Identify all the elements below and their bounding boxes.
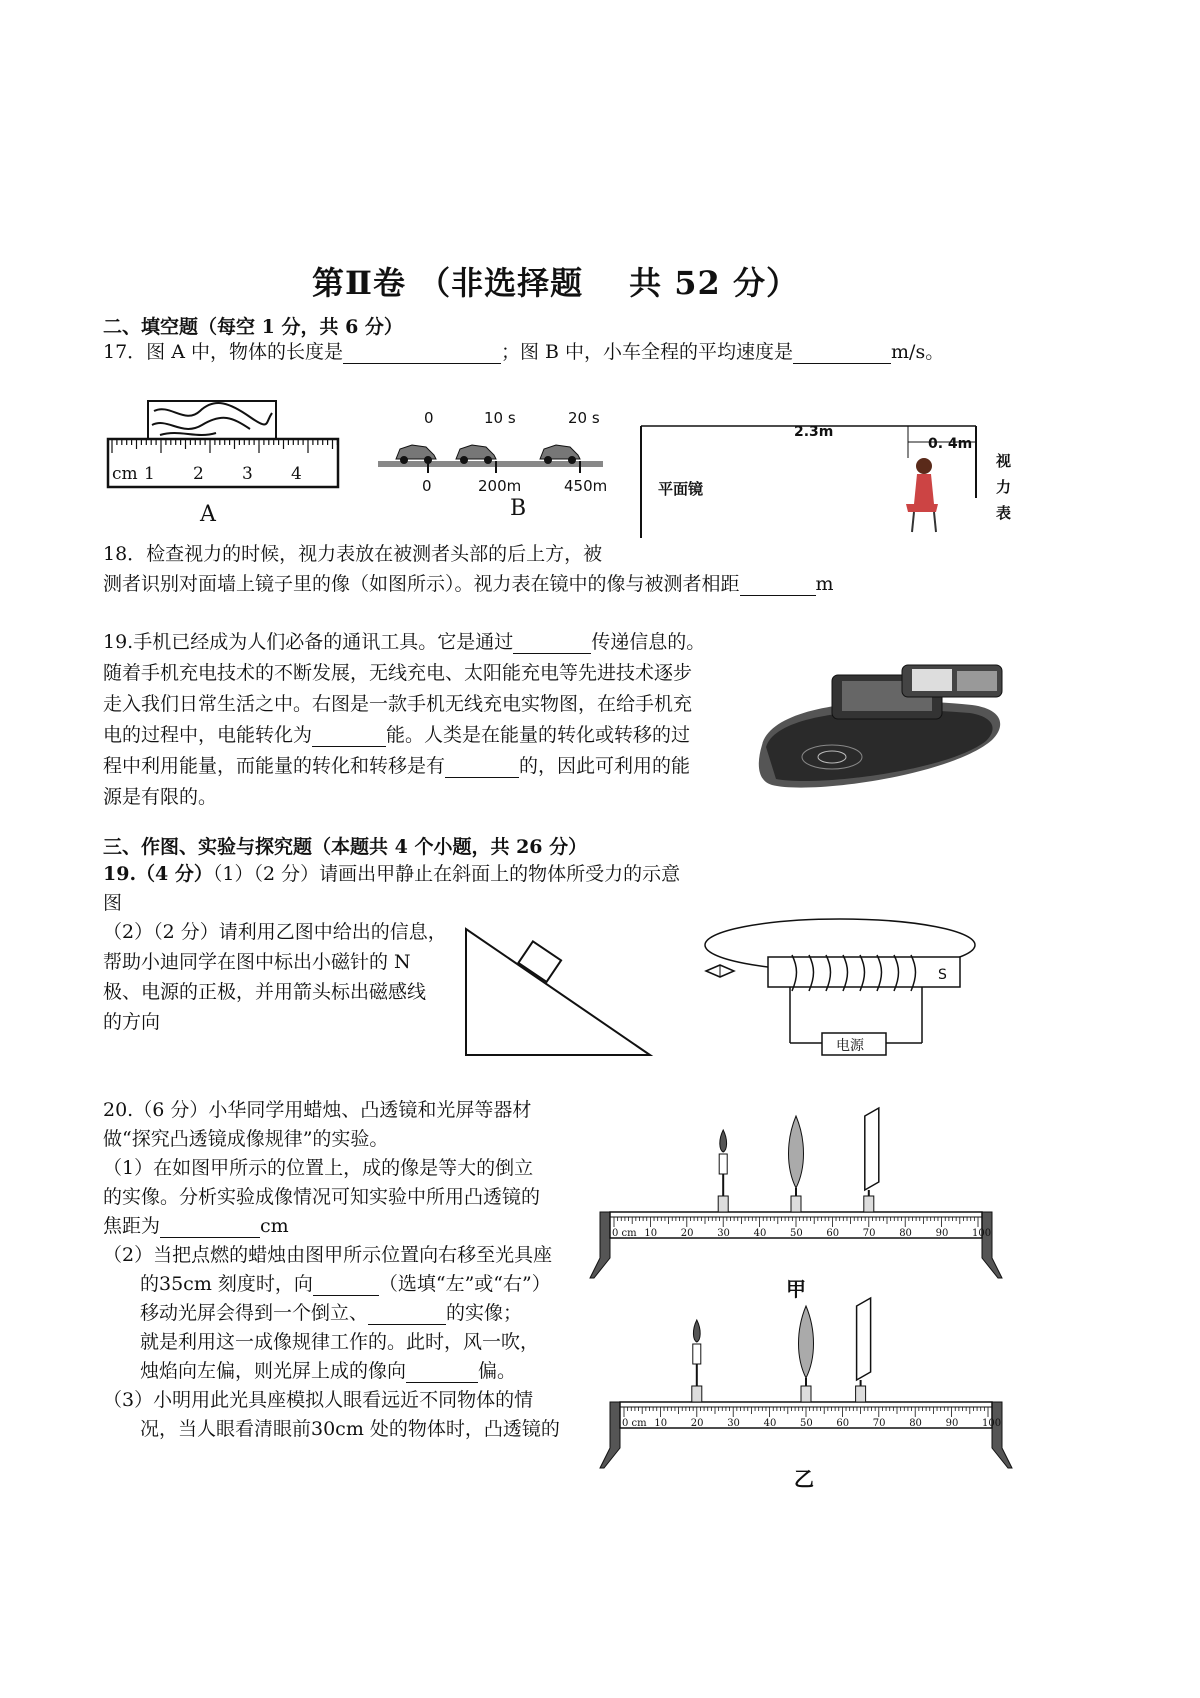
seated-girl-icon <box>906 458 938 532</box>
q19a-blank-1[interactable] <box>513 633 591 654</box>
bench-scale-label: 10 <box>644 1228 658 1239</box>
ruler-label-cm: cm <box>112 464 138 484</box>
ruler-label-1: 1 <box>144 464 155 484</box>
solenoid-figure <box>700 915 985 1065</box>
convex-lens-icon <box>789 1116 804 1188</box>
optical-bench-yi <box>600 1310 1010 1490</box>
q19a-blank-2[interactable] <box>312 726 386 747</box>
bench-holder <box>718 1196 728 1212</box>
bench-holder <box>791 1196 801 1212</box>
figure-b-cars <box>372 405 622 520</box>
block-on-incline <box>518 941 561 982</box>
question-19a-line6: 源是有限的。 <box>103 786 218 808</box>
bench-jia-label: 甲 <box>786 1277 806 1301</box>
question-20-line10: 烛焰向左偏，则光屏上成的像向 偏。 <box>140 1360 517 1382</box>
distance-2-3m: 2.3m <box>794 424 834 440</box>
bench-scale-label: 70 <box>872 1418 886 1429</box>
figure-a-label: A <box>200 502 216 527</box>
flame-icon <box>720 1130 727 1152</box>
power-source-label: 电源 <box>836 1038 864 1054</box>
q17-blank-speed[interactable] <box>793 343 891 364</box>
bench-scale-label: 70 <box>862 1228 876 1239</box>
distance-0-4m: 0. 4m <box>928 436 973 452</box>
question-19a-line2: 随着手机充电技术的不断发展，无线充电、太阳能充电等先进技术逐步 <box>103 662 693 684</box>
question-20-line7: 的35cm 刻度时，向 （选填“左”或“右”） <box>140 1273 551 1295</box>
time-20s: 20 s <box>568 409 600 427</box>
question-19b-line1: 19.（4 分）（1）（2 分）请画出甲静止在斜面上的物体所受力的示意 <box>103 863 681 885</box>
bench-leg <box>590 1212 610 1278</box>
bench-scale-label: 30 <box>727 1418 740 1429</box>
bench-holder <box>856 1386 866 1402</box>
bench-scale-label: 10 <box>654 1418 668 1429</box>
bench-scale-label: 60 <box>826 1228 840 1239</box>
question-20-line12: 况，当人眼看清眼前30cm 处的物体时，凸透镜的 <box>140 1418 560 1440</box>
bench-holder <box>864 1196 874 1212</box>
convex-lens-icon <box>799 1306 814 1378</box>
mirror-label: 平面镜 <box>658 480 704 498</box>
question-19b-line2: 图 <box>103 892 123 914</box>
distance-0: 0 <box>422 477 432 495</box>
figure-a-ruler <box>100 395 350 525</box>
question-19a-line4: 电的过程中，电能转化为 能。人类是在能量的转化或转移的过 <box>103 724 691 746</box>
q20-blank-direction[interactable] <box>313 1275 379 1296</box>
question-18-line2: 测者识别对面墙上镜子里的像（如图所示）。视力表在镜中的像与被测者相距 m <box>103 573 834 595</box>
bench-scale-label: 60 <box>836 1418 850 1429</box>
bench-scale-label: 80 <box>909 1418 922 1429</box>
eyechart-label-3: 表 <box>996 504 1012 522</box>
question-19b-line5: 极、电源的正极，并用箭头标出磁感线 <box>103 981 427 1003</box>
q18-blank[interactable] <box>740 575 816 596</box>
bench-scale-label: 100 <box>982 1418 1002 1429</box>
inclined-plane-figure <box>460 915 660 1065</box>
question-20-line3: （1）在如图甲所示的位置上，成的像是等大的倒立 <box>103 1157 534 1179</box>
question-18-line1: 18．检查视力的时候，视力表放在被测者头部的后上方，被 <box>103 543 603 565</box>
question-19b-line3: （2）（2 分）请利用乙图中给出的信息， <box>103 921 447 943</box>
section-heading-fill-in: 二、填空题（每空 1 分，共 6 分） <box>103 316 403 338</box>
page-title: 第Ⅱ卷 （非选择题 共 52 分） <box>312 264 799 302</box>
candle-icon <box>693 1344 701 1364</box>
candle-icon <box>719 1154 727 1174</box>
question-17: 17．图 A 中，物体的长度是 ；图 B 中，小车全程的平均速度是 m/s。 <box>103 341 945 363</box>
magnet-pole-s: S <box>938 967 947 983</box>
bench-scale-label: 40 <box>763 1418 777 1429</box>
bench-scale-label: 90 <box>935 1228 949 1239</box>
bench-scale-label: 40 <box>753 1228 767 1239</box>
bench-yi-label: 乙 <box>794 1467 814 1491</box>
figure-b-label: B <box>510 496 527 521</box>
ruler-label-4: 4 <box>291 464 302 484</box>
question-19a-line3: 走入我们日常生活之中。右图是一款手机无线充电实物图，在给手机充 <box>103 693 693 715</box>
question-20-line2: 做“探究凸透镜成像规律”的实验。 <box>103 1128 389 1150</box>
question-20-line1: 20.（6 分）小华同学用蜡烛、凸透镜和光屏等器材 <box>103 1099 532 1121</box>
bench-scale-label: 50 <box>800 1418 813 1429</box>
light-screen <box>857 1298 871 1380</box>
q20-blank-image[interactable] <box>368 1304 446 1325</box>
flame-icon <box>693 1320 700 1342</box>
question-20-line6: （2）当把点燃的蜡烛由图甲所示位置向右移至光具座 <box>103 1244 553 1266</box>
ruler-label-2: 2 <box>193 464 204 484</box>
time-10s: 10 s <box>484 409 516 427</box>
bench-scale-label: 90 <box>945 1418 959 1429</box>
question-19b-line4: 帮助小迪同学在图中标出小磁针的 N <box>103 951 411 973</box>
bench-leg <box>992 1402 1012 1468</box>
section-heading-experiment: 三、作图、实验与探究题（本题共 4 个小题，共 26 分） <box>103 836 588 858</box>
question-20-line11: （3）小明用此光具座模拟人眼看远近不同物体的情 <box>103 1389 534 1411</box>
bench-scale-label: 20 <box>690 1418 704 1429</box>
question-19b-line6: 的方向 <box>103 1011 161 1033</box>
bench-holder <box>692 1386 702 1402</box>
question-20-line8: 移动光屏会得到一个倒立、 的实像； <box>140 1302 523 1324</box>
bench-scale-label: 20 <box>680 1228 694 1239</box>
figure-mirror-eyechart <box>636 408 1026 540</box>
bench-holder <box>801 1386 811 1402</box>
question-19a-line5: 程中利用能量，而能量的转化和转移是有 的，因此可利用的能 <box>103 755 691 777</box>
bench-scale-label: 50 <box>790 1228 803 1239</box>
bench-scale-label: 0 cm <box>612 1228 637 1239</box>
bench-leg <box>600 1402 620 1468</box>
time-0: 0 <box>424 409 434 427</box>
bench-scale-label: 0 cm <box>622 1418 647 1429</box>
distance-450m: 450m <box>564 477 608 495</box>
bench-scale-label: 80 <box>899 1228 912 1239</box>
compass-needle-icon <box>706 965 734 977</box>
question-20-line9: 就是利用这一成像规律工作的。此时，风一吹， <box>140 1331 540 1353</box>
q20-blank-focal[interactable] <box>160 1217 260 1238</box>
wireless-charger-image <box>752 665 1012 800</box>
ruler-label-3: 3 <box>242 464 253 484</box>
bench-scale-label: 30 <box>717 1228 730 1239</box>
optical-bench-jia <box>590 1120 1008 1300</box>
light-screen <box>865 1108 879 1190</box>
question-20-line4: 的实像。分析实验成像情况可知实验中所用凸透镜的 <box>103 1186 541 1208</box>
q17-blank-length[interactable] <box>343 343 501 364</box>
question-20-line5: 焦距为 cm <box>103 1215 289 1237</box>
eyechart-label-1: 视 <box>996 452 1012 470</box>
eyechart-label-2: 力 <box>996 478 1012 496</box>
question-19a-line1: 19.手机已经成为人们必备的通讯工具。它是通过 传递信息的。 <box>103 631 706 653</box>
bench-leg <box>982 1212 1002 1278</box>
q20-blank-shift[interactable] <box>406 1362 478 1383</box>
distance-200m: 200m <box>478 477 522 495</box>
q19a-blank-3[interactable] <box>445 757 519 778</box>
bench-scale-label: 100 <box>972 1228 992 1239</box>
